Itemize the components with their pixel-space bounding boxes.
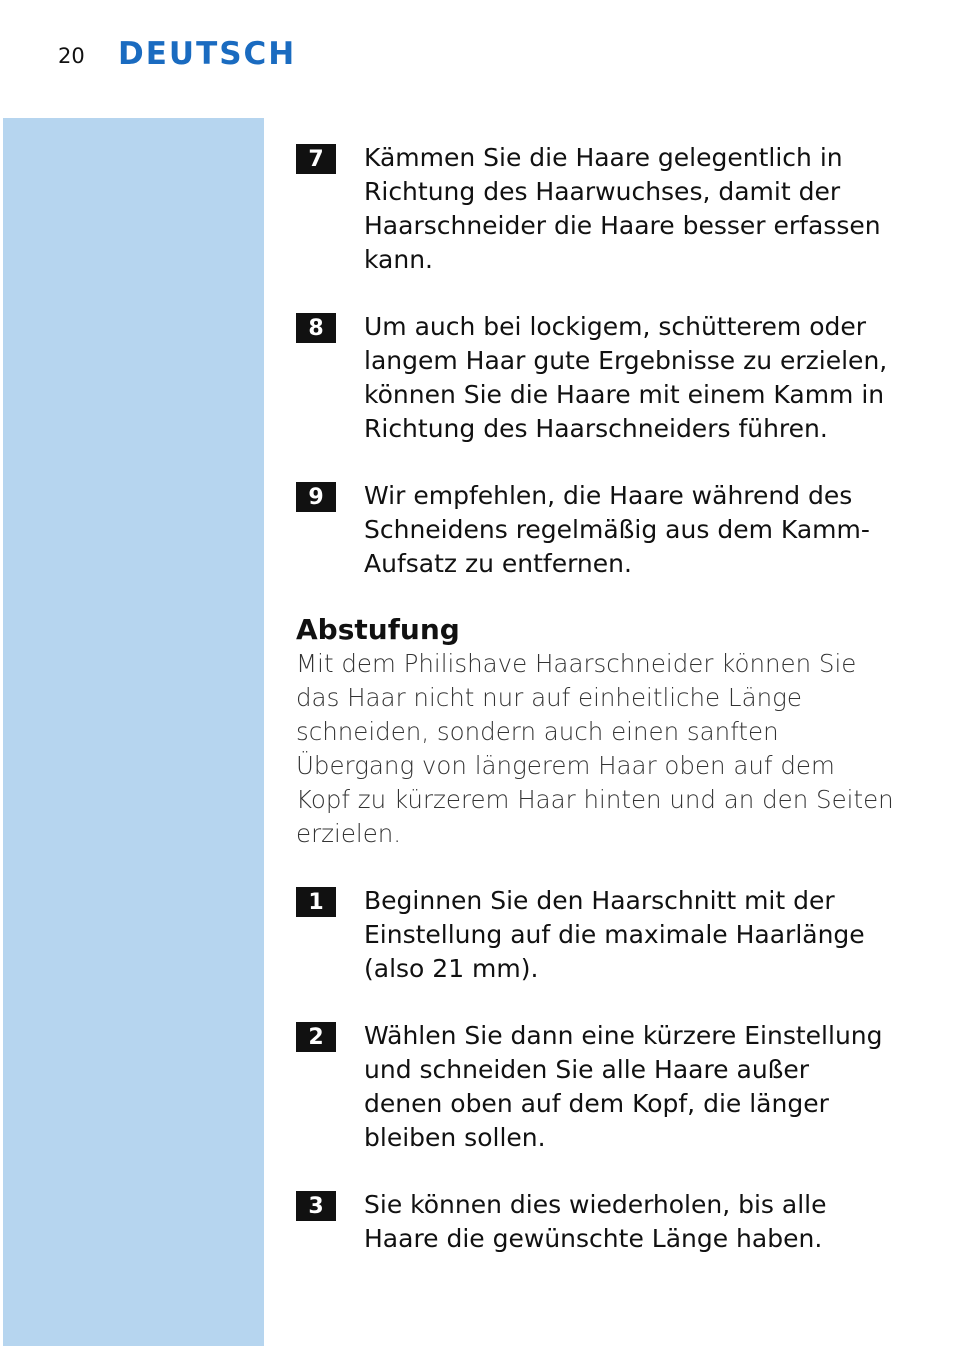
step-7	[296, 141, 896, 277]
step-text: Wir empfehlen, die Haare während des Schneidens regelmäßig aus dem Kamm-Aufsatz zu entfernen.	[364, 481, 870, 578]
section-heading: Abstufung	[296, 613, 460, 646]
step-text: Sie können dies wiederholen, bis alle Haare die gewünschte Länge haben.	[364, 1190, 827, 1253]
step-number-badge: 8	[296, 313, 336, 343]
step-2	[296, 1019, 896, 1155]
step-number-badge: 1	[296, 887, 336, 917]
step-number-badge: 3	[296, 1191, 336, 1221]
step-1	[296, 884, 896, 986]
page-number: 20	[58, 44, 85, 68]
step-text: Beginnen Sie den Haarschnitt mit der Einstellung auf die maximale Haarlänge (also 21 mm).	[364, 886, 865, 983]
step-number-badge: 7	[296, 144, 336, 174]
step-3	[296, 1188, 896, 1256]
step-9	[296, 479, 896, 581]
step-text: Um auch bei lockigem, schütterem oder langem Haar gute Ergebnisse zu erzielen, können Sie die Haare mit einem Kamm in Richtung des Haarschneiders führen.	[364, 312, 888, 443]
section-intro: Mit dem Philishave Haarschneider können Sie das Haar nicht nur auf einheitliche Länge schneiden, sondern auch einen sanften Übergang von längerem Haar oben auf dem Kopf zu kürzerem Haar hinten und an den Seiten erzielen.	[296, 649, 894, 848]
section-title: DEUTSCH	[118, 36, 297, 72]
side-panel	[3, 118, 264, 1346]
main-content	[296, 141, 896, 1256]
step-text: Wählen Sie dann eine kürzere Einstellung und schneiden Sie alle Haare außer denen oben auf dem Kopf, die länger bleiben sollen.	[364, 1021, 883, 1152]
step-text: Kämmen Sie die Haare gelegentlich in Richtung des Haarwuchses, damit der Haarschneider die Haare besser erfassen kann.	[364, 143, 881, 274]
step-8	[296, 310, 896, 446]
step-number-badge: 9	[296, 482, 336, 512]
step-number-badge: 2	[296, 1022, 336, 1052]
